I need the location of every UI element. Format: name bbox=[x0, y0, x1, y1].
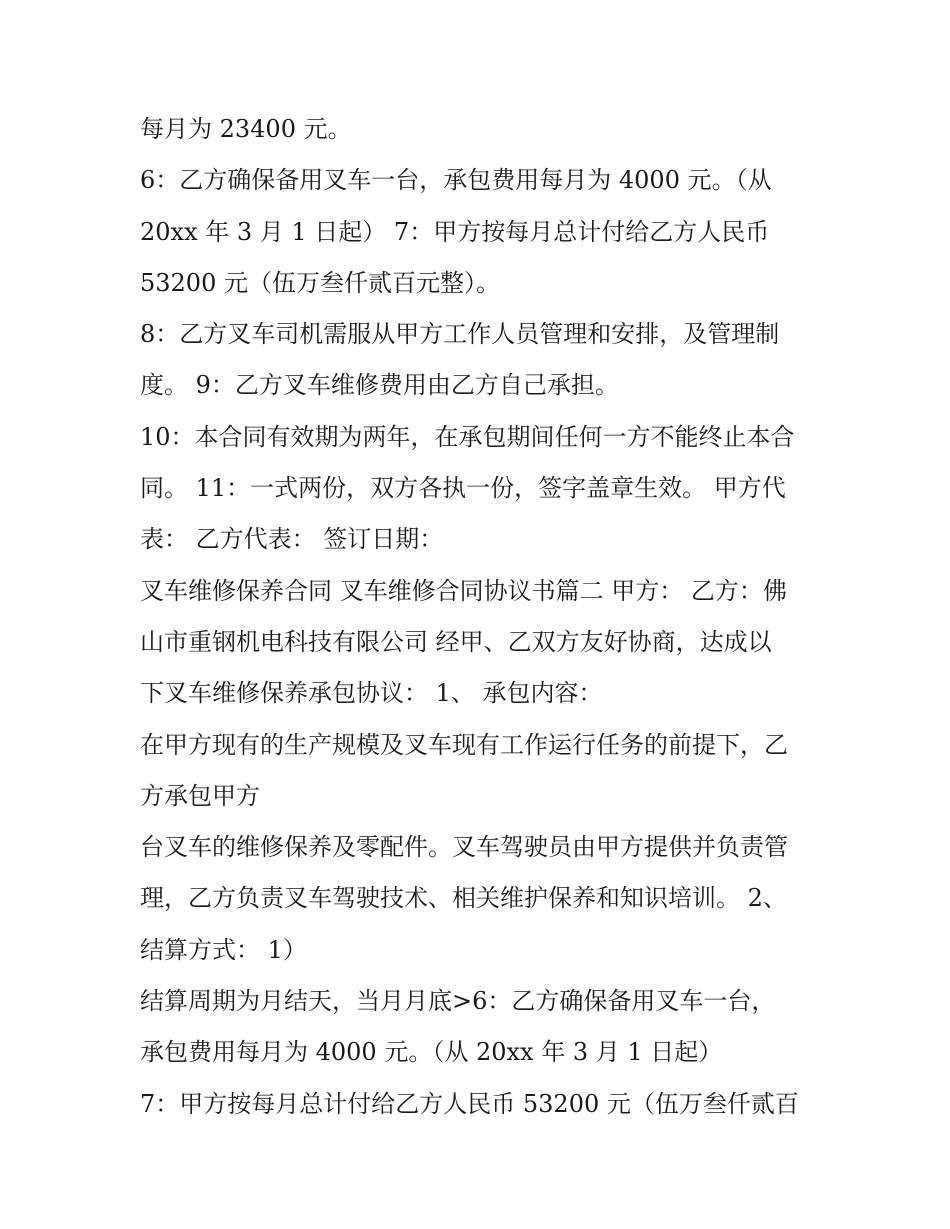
text-line: 台叉车的维修保养及零配件。叉车驾驶员由甲方提供并负责管 bbox=[140, 833, 788, 862]
text-line: 表： 乙方代表： 签订日期： bbox=[140, 525, 444, 554]
text-line: 度。 9：乙方叉车维修费用由乙方自己承担。 bbox=[140, 371, 619, 400]
text-line: 53200 元（伍万叁仟贰百元整）。 bbox=[140, 268, 500, 297]
contract-text bbox=[140, 104, 840, 1130]
text-line: 结算方式： 1） bbox=[140, 935, 307, 964]
text-line: 10：本合同有效期为两年，在承包期间任何一方不能终止本合 bbox=[140, 422, 795, 451]
text-line: 8：乙方叉车司机需服从甲方工作人员管理和安排，及管理制 bbox=[140, 320, 780, 349]
text-line: 同。 11：一式两份，双方各执一份，签字盖章生效。 甲方代 bbox=[140, 474, 786, 503]
text-line: 承包费用每月为 4000 元。（从 20xx 年 3 月 1 日起） bbox=[140, 1038, 723, 1067]
text-line: 方承包甲方 bbox=[140, 781, 260, 810]
text-line: 叉车维修保养合同 叉车维修合同协议书篇二 甲方： 乙方：佛 bbox=[140, 576, 787, 605]
text-line: 下叉车维修保养承包协议： 1、 承包内容： bbox=[140, 679, 603, 708]
text-line: 理，乙方负责叉车驾驶技术、相关维护保养和知识培训。 2、 bbox=[140, 884, 787, 913]
text-line: 结算周期为月结天，当月月底>6：乙方确保备用叉车一台， bbox=[140, 987, 776, 1016]
text-line: 在甲方现有的生产规模及叉车现有工作运行任务的前提下，乙 bbox=[140, 730, 788, 759]
text-line: 20xx 年 3 月 1 日起） 7：甲方按每月总计付给乙方人民币 bbox=[140, 217, 770, 246]
text-line: 山市重钢机电科技有限公司 经甲、乙双方友好协商，达成以 bbox=[140, 627, 772, 656]
text-line: 7：甲方按每月总计付给乙方人民币 53200 元（伍万叁仟贰百 bbox=[140, 1089, 799, 1118]
text-line: 每月为 23400 元。 bbox=[140, 115, 352, 143]
text-line: 6：乙方确保备用叉车一台，承包费用每月为 4000 元。（从 bbox=[140, 166, 772, 195]
